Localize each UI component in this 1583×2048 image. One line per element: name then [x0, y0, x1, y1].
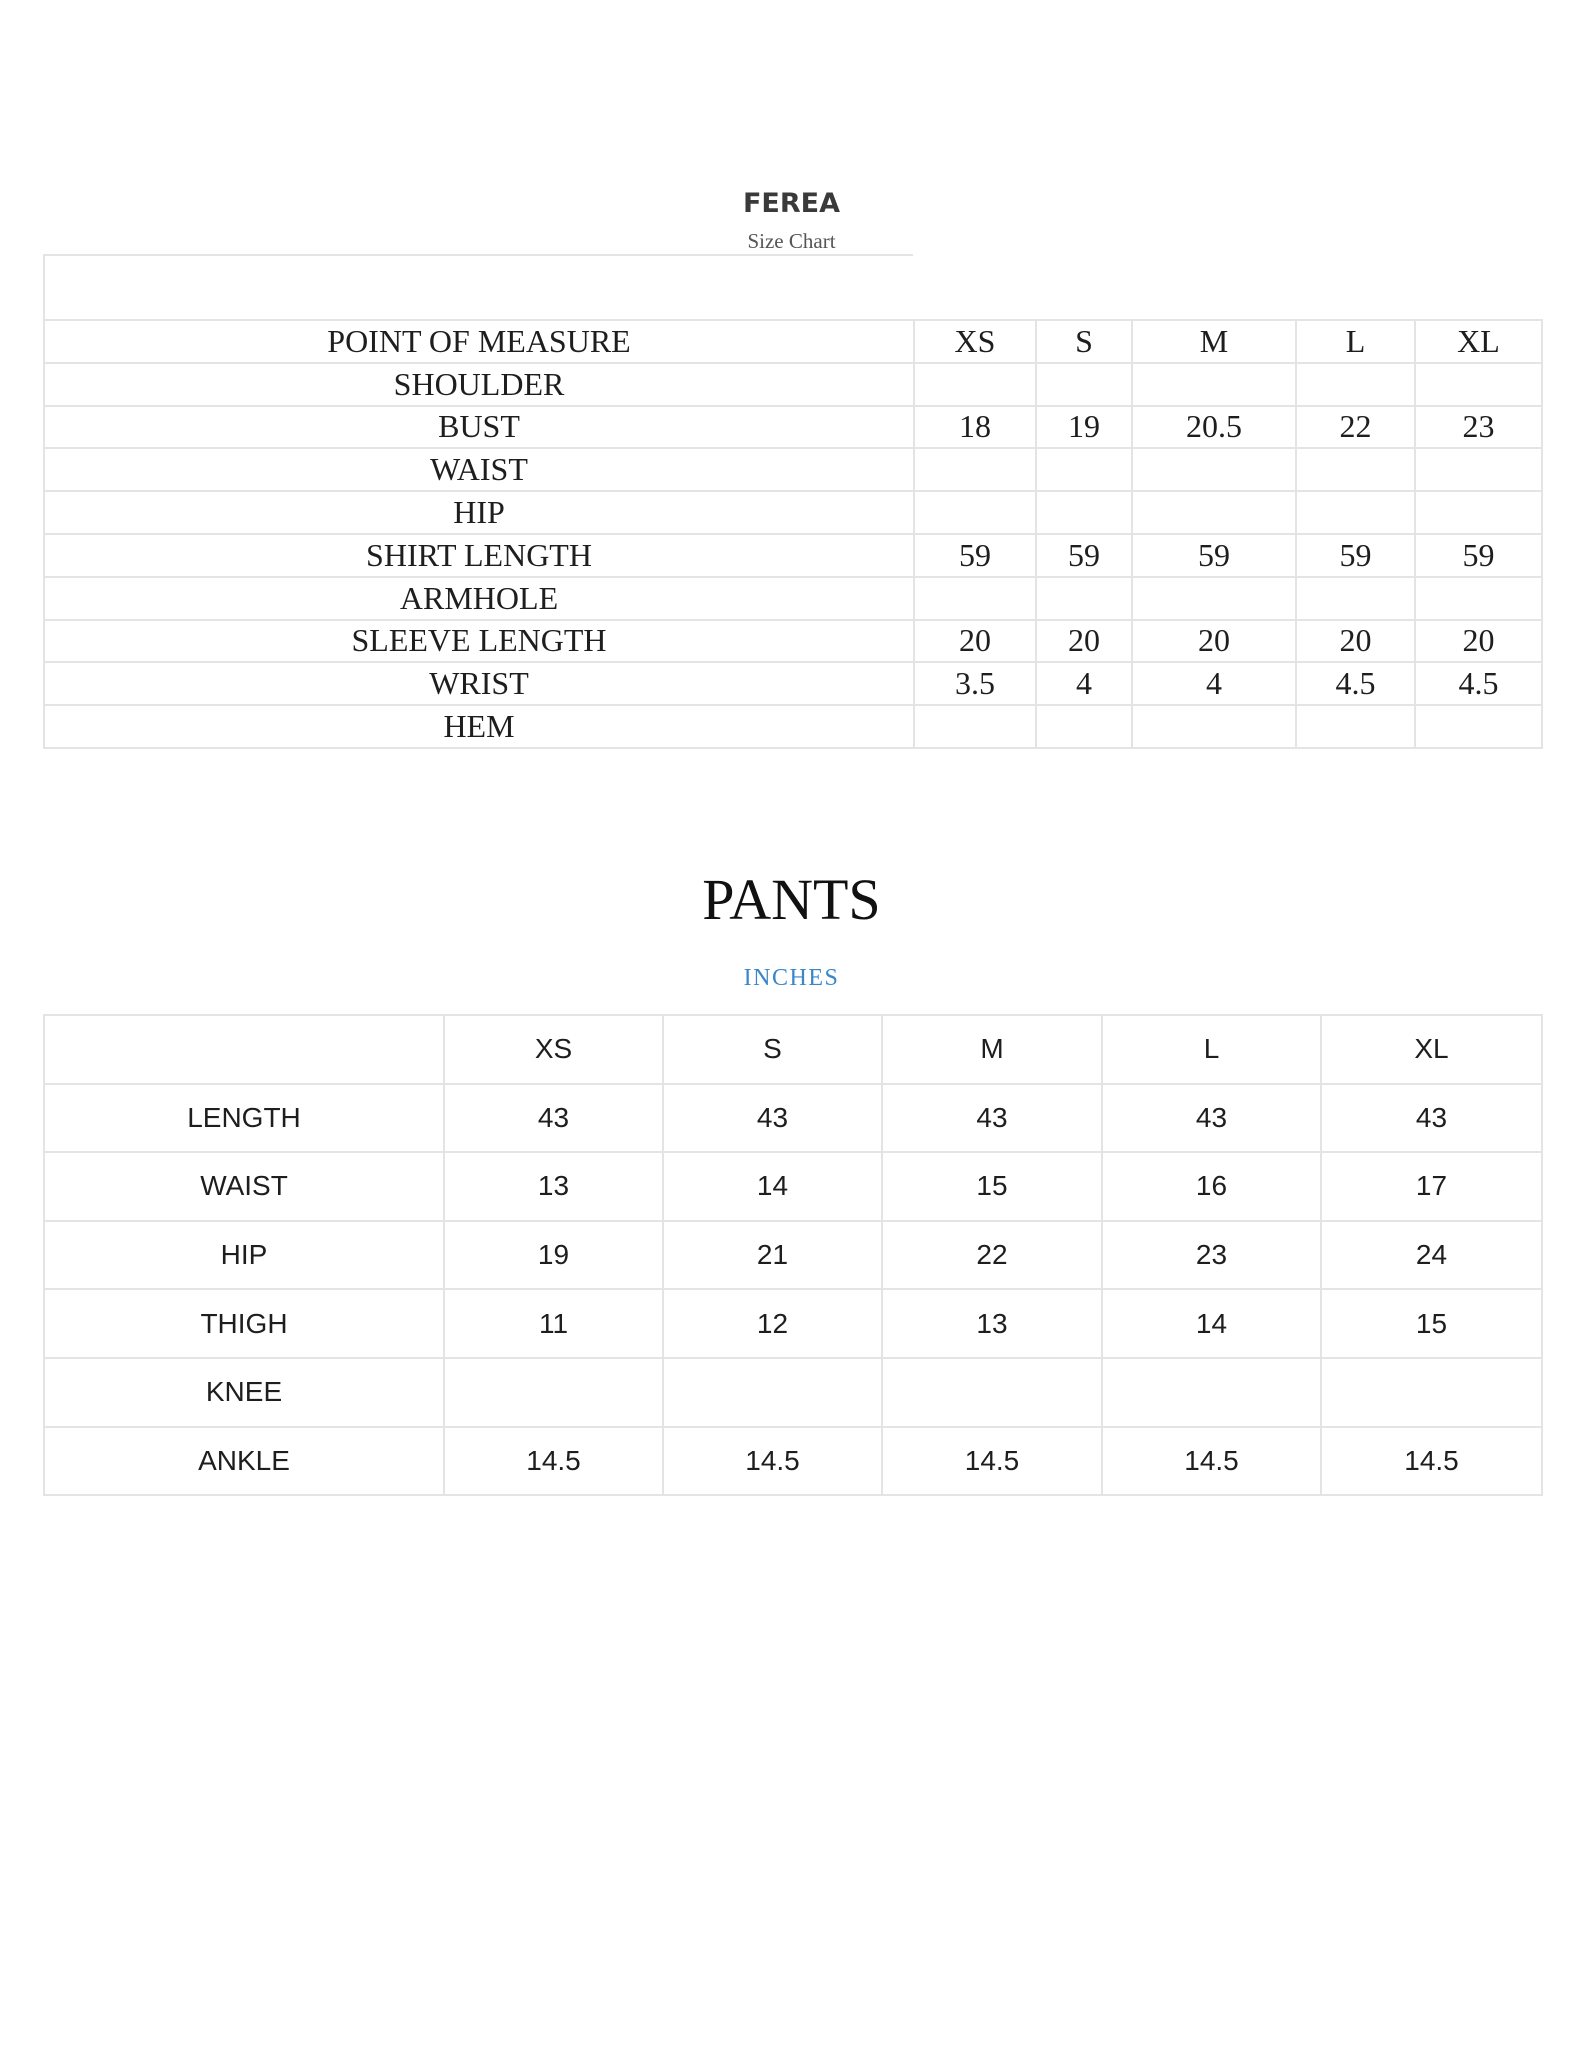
row-label: ARMHOLE: [44, 577, 914, 620]
table-cell: 20.5: [1132, 406, 1296, 449]
table-cell: [1415, 363, 1542, 406]
table-cell: 21: [663, 1221, 882, 1290]
table-cell: 15: [1321, 1289, 1542, 1358]
table-cell: [1132, 705, 1296, 748]
table-row: [44, 1221, 1542, 1290]
row-label: WAIST: [44, 1152, 444, 1221]
table-cell: 22: [1296, 406, 1415, 449]
table-row: [44, 1084, 1542, 1153]
row-label: HEM: [44, 705, 914, 748]
row-label: KNEE: [44, 1358, 444, 1427]
table-cell: 13: [444, 1152, 663, 1221]
table-cell: 20: [1132, 620, 1296, 663]
table-cell: [914, 491, 1036, 534]
table-cell: 14.5: [1321, 1427, 1542, 1496]
row-label: HIP: [44, 491, 914, 534]
table-cell: [1296, 577, 1415, 620]
table-row: [44, 491, 1542, 534]
table-cell: 15: [882, 1152, 1102, 1221]
table-cell: 59: [1132, 534, 1296, 577]
table-cell: [882, 1358, 1102, 1427]
table-cell: 14.5: [663, 1427, 882, 1496]
column-header: M: [1132, 320, 1296, 363]
table-cell: [1321, 1358, 1542, 1427]
table-cell: 14.5: [444, 1427, 663, 1496]
column-header: XS: [444, 1015, 663, 1084]
row-label: SHIRT LENGTH: [44, 534, 914, 577]
brand-title: FEREA: [742, 188, 841, 219]
table-cell: [1415, 491, 1542, 534]
table-cell: [1296, 363, 1415, 406]
table-cell: [1132, 363, 1296, 406]
table-cell: [1036, 448, 1132, 491]
column-header: XS: [914, 320, 1036, 363]
table-cell: 11: [444, 1289, 663, 1358]
table-cell: 43: [1321, 1084, 1542, 1153]
row-label: WAIST: [44, 448, 914, 491]
row-label: ANKLE: [44, 1427, 444, 1496]
pants-size-table: [43, 1014, 1543, 1496]
table-cell: 20: [1036, 620, 1132, 663]
column-header: POINT OF MEASURE: [44, 320, 914, 363]
column-header: [44, 1015, 444, 1084]
table-row: [44, 1152, 1542, 1221]
column-header: XL: [1321, 1015, 1542, 1084]
header-box: [43, 254, 913, 319]
table-cell: 23: [1102, 1221, 1321, 1290]
table-row: [44, 1427, 1542, 1496]
table-cell: 43: [444, 1084, 663, 1153]
table-cell: 14: [663, 1152, 882, 1221]
table-cell: 22: [882, 1221, 1102, 1290]
shirt-size-table: [43, 319, 1543, 749]
table-cell: 17: [1321, 1152, 1542, 1221]
table-cell: [1132, 448, 1296, 491]
table-cell: 59: [914, 534, 1036, 577]
table-cell: [1415, 577, 1542, 620]
table-cell: 14: [1102, 1289, 1321, 1358]
column-header: L: [1102, 1015, 1321, 1084]
column-header: S: [663, 1015, 882, 1084]
table-cell: 19: [444, 1221, 663, 1290]
table-row: [44, 406, 1542, 449]
table-cell: [1132, 491, 1296, 534]
table-cell: 59: [1296, 534, 1415, 577]
row-label: WRIST: [44, 662, 914, 705]
table-cell: [1132, 577, 1296, 620]
table-cell: 59: [1415, 534, 1542, 577]
row-label: HIP: [44, 1221, 444, 1290]
table-cell: [914, 705, 1036, 748]
table-cell: 20: [1296, 620, 1415, 663]
table-cell: 4.5: [1296, 662, 1415, 705]
table-cell: [1036, 577, 1132, 620]
table-cell: [1296, 448, 1415, 491]
table-cell: [1296, 705, 1415, 748]
table-cell: 19: [1036, 406, 1132, 449]
table-cell: [663, 1358, 882, 1427]
table-cell: [1415, 705, 1542, 748]
table-cell: [914, 577, 1036, 620]
table-row: [44, 620, 1542, 663]
column-header: XL: [1415, 320, 1542, 363]
table-row: [44, 363, 1542, 406]
table-cell: 4.5: [1415, 662, 1542, 705]
table-cell: 43: [663, 1084, 882, 1153]
row-label: BUST: [44, 406, 914, 449]
table-cell: 24: [1321, 1221, 1542, 1290]
table-row: [44, 662, 1542, 705]
table-cell: 14.5: [1102, 1427, 1321, 1496]
table-cell: [1036, 705, 1132, 748]
table-cell: [1296, 491, 1415, 534]
table-cell: 12: [663, 1289, 882, 1358]
table-cell: 20: [1415, 620, 1542, 663]
column-header: L: [1296, 320, 1415, 363]
row-label: SHOULDER: [44, 363, 914, 406]
document-subtitle: Size Chart: [747, 229, 836, 253]
table-cell: 4: [1036, 662, 1132, 705]
table-cell: [914, 448, 1036, 491]
column-header: S: [1036, 320, 1132, 363]
table-header-row: [44, 1015, 1542, 1084]
row-label: SLEEVE LENGTH: [44, 620, 914, 663]
table-cell: [1102, 1358, 1321, 1427]
table-cell: 23: [1415, 406, 1542, 449]
table-cell: 43: [882, 1084, 1102, 1153]
table-cell: 13: [882, 1289, 1102, 1358]
table-row: [44, 705, 1542, 748]
table-row: [44, 577, 1542, 620]
table-cell: 3.5: [914, 662, 1036, 705]
table-cell: [444, 1358, 663, 1427]
table-cell: 14.5: [882, 1427, 1102, 1496]
table-cell: [914, 363, 1036, 406]
table-cell: 4: [1132, 662, 1296, 705]
table-cell: 18: [914, 406, 1036, 449]
table-row: [44, 1289, 1542, 1358]
pants-unit-label: INCHES: [743, 965, 840, 991]
table-header-row: [44, 320, 1542, 363]
table-cell: [1036, 363, 1132, 406]
table-cell: [1036, 491, 1132, 534]
table-cell: 20: [914, 620, 1036, 663]
table-row: [44, 534, 1542, 577]
column-header: M: [882, 1015, 1102, 1084]
table-cell: 43: [1102, 1084, 1321, 1153]
row-label: THIGH: [44, 1289, 444, 1358]
table-cell: [1415, 448, 1542, 491]
table-row: [44, 1358, 1542, 1427]
table-row: [44, 448, 1542, 491]
pants-section-title: PANTS: [702, 867, 881, 932]
table-cell: 59: [1036, 534, 1132, 577]
row-label: LENGTH: [44, 1084, 444, 1153]
table-cell: 16: [1102, 1152, 1321, 1221]
